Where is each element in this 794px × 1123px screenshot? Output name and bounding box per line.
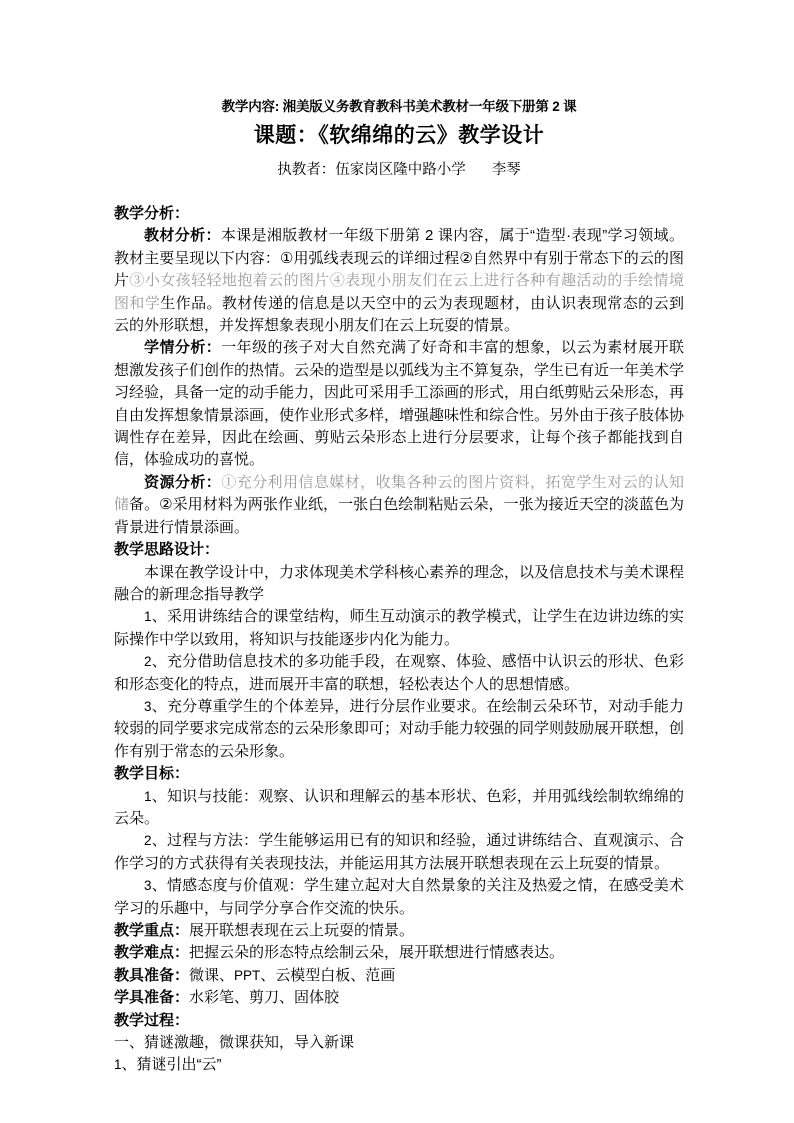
design-idea-item-2 bbox=[114, 651, 684, 696]
teacher-materials-label: 教具准备： bbox=[114, 966, 190, 984]
section-heading-objectives bbox=[114, 763, 684, 785]
design-idea-item-2-number: 2 bbox=[144, 654, 152, 670]
byline-label: 执教者： bbox=[277, 162, 336, 178]
byline bbox=[114, 158, 684, 182]
objective-item-3-text: 、情感态度与价值观：学生建立起对大自然景象的关注及热爱之情，在感受美术学习的乐趣中，与同学分享合作交流的快乐。 bbox=[114, 877, 684, 917]
design-idea-item-3-text: 、充分尊重学生的个体差异，进行分层作业要求。在绘制云朵环节，对动手能力较弱的同学要求完成常态的云朵形象即可；对动手能力较强的同学则鼓励展开联想，创作有别于常态的云朵形象。 bbox=[114, 697, 685, 760]
objective-item-2 bbox=[114, 830, 684, 875]
process-substep-one bbox=[114, 1054, 684, 1076]
byline-school: 伍家岗区隆中路小学 bbox=[335, 162, 466, 178]
resource-analysis-label: 资源分析： bbox=[144, 473, 222, 491]
key-point-text: 展开联想表现在云上玩耍的情景。 bbox=[189, 922, 415, 939]
process-heading: 教学过程： bbox=[114, 1011, 190, 1029]
document-content bbox=[114, 97, 684, 1077]
resource-analysis-text-2: 备。②采用材料为两张作业纸，一张白色绘制粘贴云朵，一张为接近天空的淡蓝色为背景进行情景添画。 bbox=[114, 496, 684, 536]
key-point-label: 教学重点： bbox=[114, 922, 190, 939]
resource-analysis-text-faded: ①充分利用信息媒材，收集各种云的图片资料，拓宽学生对云的认知储 bbox=[114, 474, 684, 514]
process-substep-one-number: 1 bbox=[114, 1057, 122, 1073]
objective-item-3-number: 3 bbox=[144, 878, 152, 894]
key-point-line bbox=[114, 920, 684, 942]
teacher-materials-text-a: 微课、 bbox=[189, 966, 235, 984]
document-body bbox=[114, 203, 684, 1077]
teacher-materials-ppt: PPT bbox=[234, 967, 261, 983]
paragraph-student-analysis bbox=[114, 337, 684, 471]
textbook-analysis-label: 教材分析： bbox=[144, 227, 221, 245]
student-analysis-text: 一年级的孩子对大自然充满了好奇和丰富的想象，以云为素材展开联想激发孩子们创作的热情。云朵的造型是以弧线为主不算复杂，学生已有近一年美术学习经验，具备一定的动手能力，因此可采用手工添画的形式，用白纸剪贴云朵形态，再自由发挥想象情景添画，使作业形式多样，增强趣味性和综合性。另外由于孩子肢体协调性存在差异，因此在绘画、剪贴云朵形态上进行分层要求，让每个孩子都能找到自信，体验成功的喜悦。 bbox=[114, 339, 685, 469]
objective-item-2-text: 、过程与方法：学生能够运用已有的知识和经验，通过讲练结合、直观演示、合作学习的方式获得有关表现技法，并能运用其方法展开联想表现在云上玩耍的情景。 bbox=[114, 832, 684, 872]
paragraph-textbook-analysis bbox=[114, 225, 684, 337]
objective-item-1-number: 1 bbox=[144, 788, 152, 804]
objective-item-1-text: 、知识与技能：观察、认识和理解云的基本形状、色彩，并用弧线绘制软绵绵的云朵。 bbox=[114, 787, 684, 827]
design-idea-item-3-number: 3 bbox=[144, 698, 152, 714]
section-heading-teaching-analysis bbox=[114, 203, 684, 225]
design-idea-item-2-text: 、充分借助信息技术的多功能手段，在观察、体验、感悟中认识云的形状、色彩和形态变化的特点，进而展开丰富的联想，轻松表达个人的思想情感。 bbox=[114, 653, 684, 693]
objective-item-3 bbox=[114, 875, 684, 920]
textbook-analysis-text-2: 生作品。教材传递的信息是以天空中的云为表现题材，由认识表现常态的云到云的外形联想，并发挥想象表现小朋友们在云上玩耍的情景。 bbox=[114, 294, 684, 335]
design-idea-item-1-text: 、采用讲练结合的课堂结构，师生互动演示的教学模式，让学生在边讲边练的实际操作中学以致用，将知识与技能逐步内化为能力。 bbox=[114, 608, 684, 648]
process-step-one: 一、猜谜激趣，微课获知，导入新课 bbox=[114, 1034, 355, 1052]
student-analysis-label: 学情分析： bbox=[144, 339, 222, 357]
teacher-materials-text-b: 、云模型白板、范画 bbox=[260, 966, 396, 984]
objective-item-2-number: 2 bbox=[144, 833, 152, 849]
paragraph-resource-analysis bbox=[114, 472, 684, 539]
student-materials-text: 水彩笔、剪刀、固体胶 bbox=[189, 989, 340, 1007]
process-substep-one-text: 、猜谜引出“云” bbox=[121, 1056, 222, 1074]
design-idea-item-1 bbox=[114, 606, 684, 651]
paragraph-design-intro: 本课在教学设计中，力求体现美术学科核心素养的理念，以及信息技术与美术课程融合的新理念指导教学 bbox=[114, 563, 685, 603]
design-idea-item-3 bbox=[114, 696, 684, 763]
difficulty-label: 教学难点： bbox=[114, 944, 190, 962]
objective-item-1 bbox=[114, 786, 684, 831]
teacher-materials-line bbox=[114, 965, 684, 987]
teaching-content-line: 教学内容: 湘美版义务教育教科书美术教材一年级下册第 2 课 bbox=[221, 99, 577, 114]
difficulty-line bbox=[114, 942, 684, 964]
student-materials-line bbox=[114, 987, 684, 1009]
page-title: 课题：《软绵绵的云》教学设计 bbox=[253, 124, 545, 147]
textbook-analysis-text-1: 本课是湘版教材一年级下册第 2 课内容，属于“造型·表现”学习领域。教材主要呈现以下内容：①用弧线表现云的详细过程②自然界中有别于常态下的云的图片 bbox=[114, 227, 684, 290]
design-idea-item-1-number: 1 bbox=[144, 609, 152, 625]
section-heading-process bbox=[114, 1010, 684, 1032]
section-heading-design-ideas bbox=[114, 539, 684, 561]
difficulty-text: 把握云朵的形态特点绘制云朵，展开联想进行情感表达。 bbox=[189, 944, 565, 962]
teaching-analysis-heading: 教学分析： bbox=[114, 205, 190, 222]
textbook-analysis-text-faded: ③小女孩轻轻地抱着云的图片④表现小朋友们在云上进行各种有趣活动的手绘情境图和学 bbox=[114, 273, 684, 312]
objectives-heading: 教学目标： bbox=[114, 765, 190, 783]
design-ideas-heading: 教学思路设计： bbox=[114, 541, 220, 559]
student-materials-label: 学具准备： bbox=[114, 989, 190, 1007]
byline-teacher: 李琴 bbox=[491, 162, 521, 178]
